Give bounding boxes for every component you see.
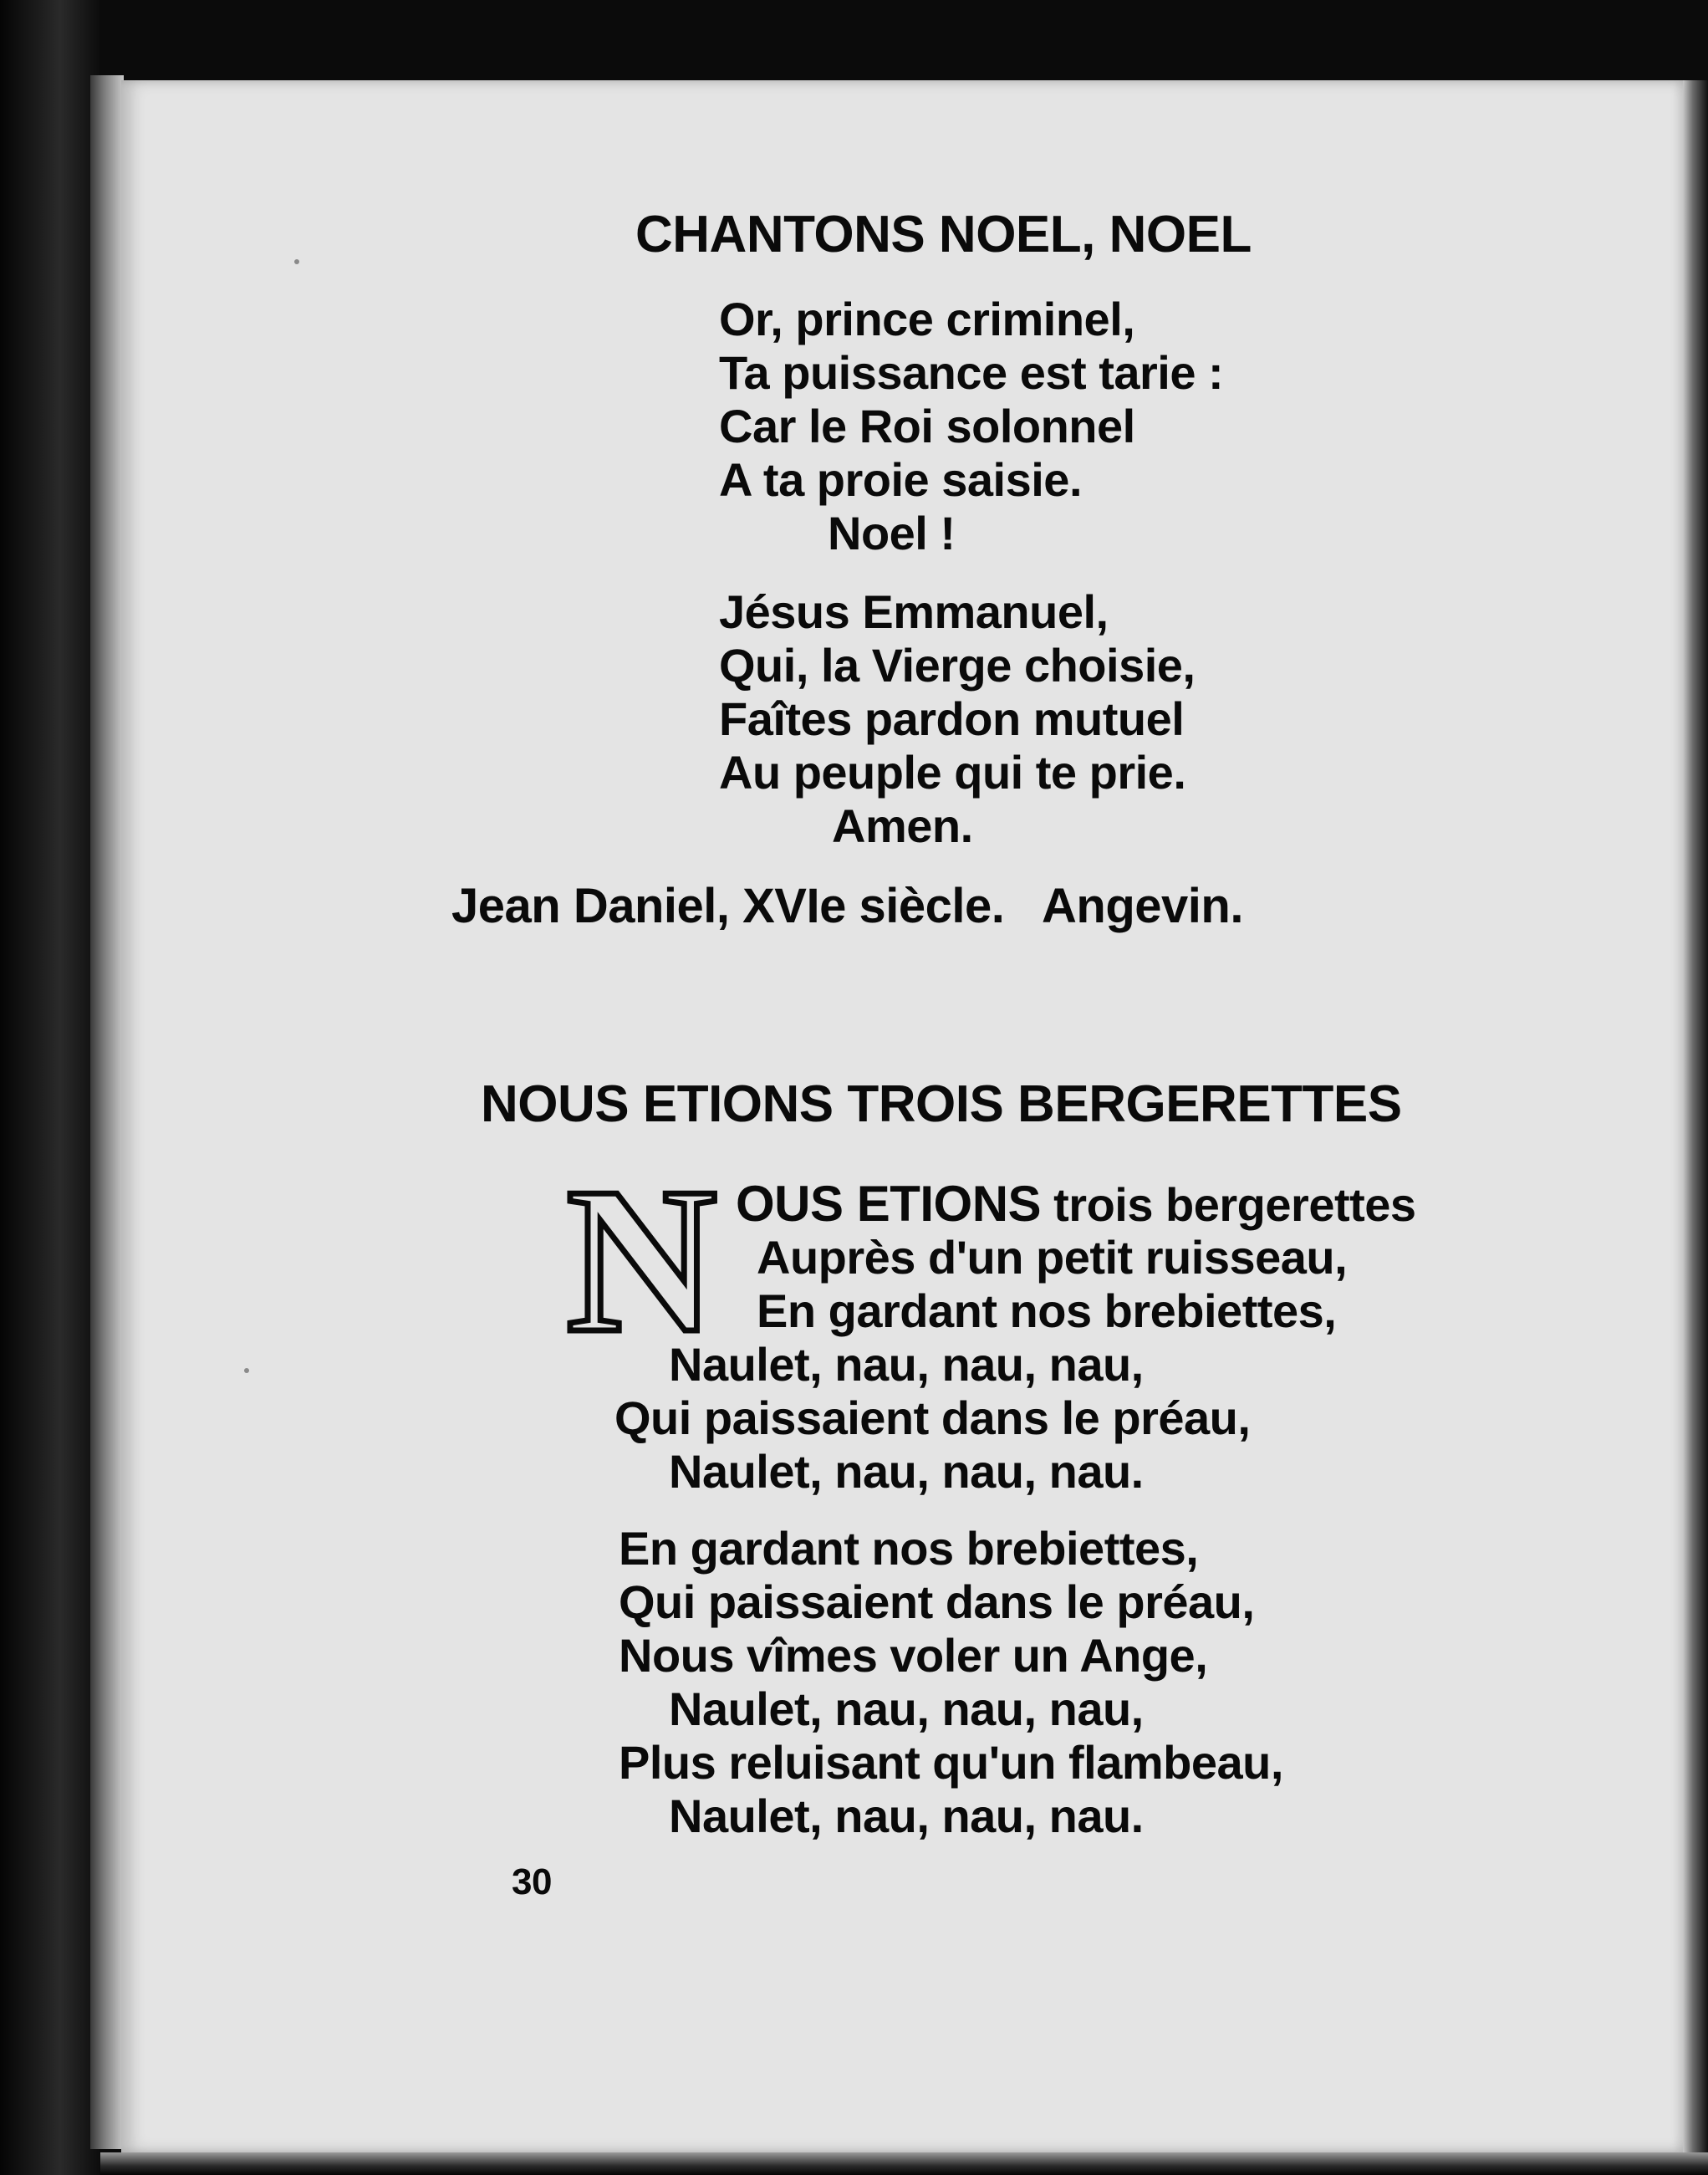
book-binding [0,0,100,2175]
page-bottom-edge [100,2152,1708,2175]
paper-speck [294,259,299,264]
verse-line: Qui paissaient dans le préau, [619,1575,1255,1628]
page-number: 30 [512,1861,552,1902]
verse-refrain: Amen. [832,799,973,852]
verse-line: Ta puissance est tarie : [719,346,1224,399]
first-line-caps: OUS ETIONS [736,1176,1042,1232]
verse-refrain: Naulet, nau, nau, nau, [669,1682,1144,1735]
verse-line: Or, prince criminel, [719,293,1135,345]
verse-line: A ta proie saisie. [719,453,1082,506]
verse-first-line [736,1177,1416,1232]
attribution: Jean Daniel, XVIe siècle. Angevin. [451,879,1243,933]
section1-title: CHANTONS NOEL, NOEL [635,206,1252,263]
verse-line: Plus reluisant qu'un flambeau, [619,1736,1283,1789]
verse-line: Car le Roi solonnel [719,400,1135,452]
verse-line: Qui, la Vierge choisie, [719,639,1196,692]
verse-refrain: Naulet, nau, nau, nau. [669,1790,1144,1842]
verse-line: Auprès d'un petit ruisseau, [757,1231,1348,1284]
verse-refrain: Noel ! [828,507,956,559]
verse-line: Au peuple qui te prie. [719,746,1186,799]
verse-line: Faîtes pardon mutuel [719,692,1185,745]
section2-title: NOUS ETIONS TROIS BERGERETTES [481,1075,1402,1133]
verse-line: Qui paissaient dans le préau, [614,1391,1251,1444]
first-line-rest: trois bergerettes [1041,1178,1416,1231]
page-gutter [90,75,124,2149]
verse-line: En gardant nos brebiettes, [757,1284,1337,1337]
verse-refrain: Naulet, nau, nau, nau, [669,1338,1144,1391]
verse-refrain: Naulet, nau, nau, nau. [669,1445,1144,1498]
verse-line: Nous vîmes voler un Ange, [619,1629,1208,1682]
drop-cap: N [566,1145,717,1376]
verse-line: Jésus Emmanuel, [719,585,1109,638]
verse-line: En gardant nos brebiettes, [619,1522,1199,1575]
paper-speck [244,1368,249,1373]
page-right-edge [1683,80,1708,2152]
